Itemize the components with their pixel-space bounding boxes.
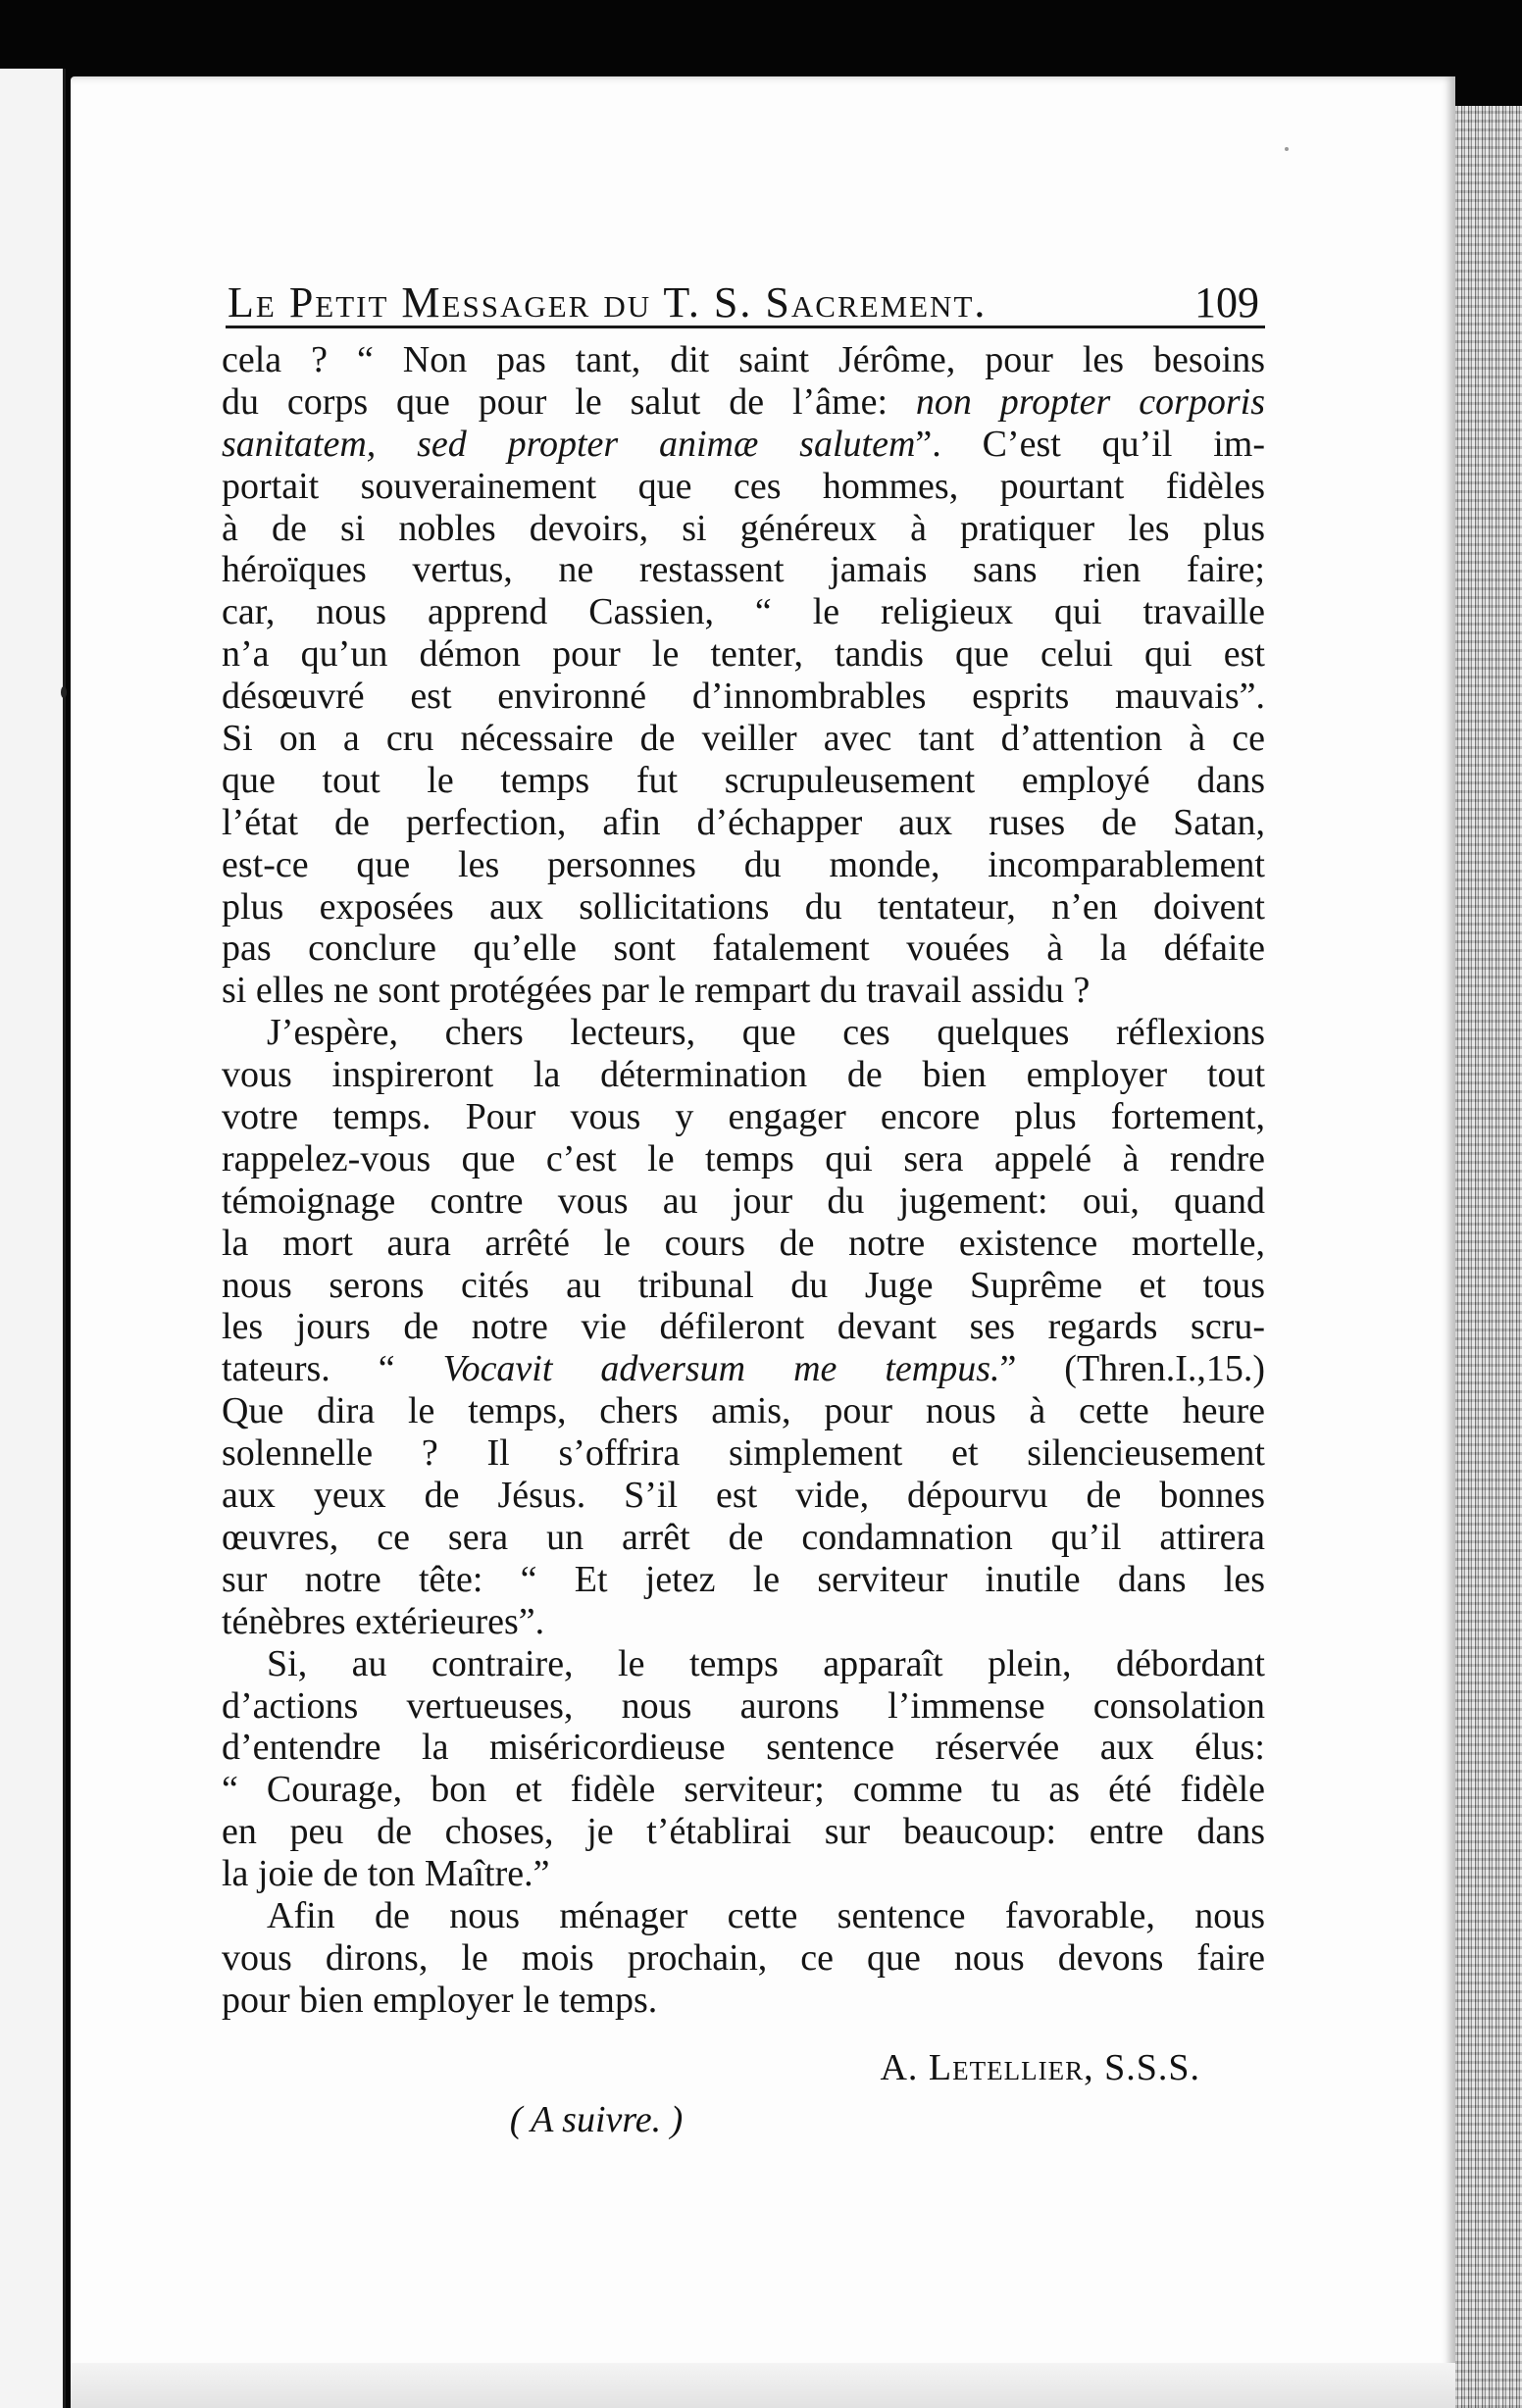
header-rule (226, 326, 1265, 328)
text-line: J’espère, chers lecteurs, que ces quelques réflexions (267, 1012, 1265, 1054)
text-line: d’entendre la miséricordieuse sentence réservée aux élus: (222, 1727, 1265, 1769)
text-line: pas conclure qu’elle sont fatalement vouées à la défaite (222, 928, 1265, 970)
page-stack-edge (1455, 106, 1522, 2408)
signature: A. Letellier, S.S.S. (880, 2047, 1200, 2088)
header-title: Le Petit Messager du T. S. Sacrement. (228, 278, 988, 326)
text-line: sanitatem, sed propter animæ salutem”. C’est qu’il im- (222, 423, 1265, 465)
page-bottom (71, 2363, 1455, 2408)
text-line: l’état de perfection, afin d’échapper aux ruses de Satan, (222, 801, 1265, 843)
margin-speck (1285, 147, 1289, 151)
text-line: ténèbres extérieures”. (222, 1600, 545, 1642)
text-line: la joie de ton Maître.” (222, 1853, 550, 1895)
text-line: Si on a cru nécessaire de veiller avec tant d’attention à ce (222, 718, 1265, 760)
latin-quote: sanitatem, sed propter animæ salutem (222, 423, 916, 465)
text-line: la mort aura arrêté le cours de notre existence mortelle, (222, 1222, 1265, 1264)
text-line: “ Courage, bon et fidèle serviteur; comme tu as été fidèle (222, 1769, 1265, 1811)
text-line: œuvres, ce sera un arrêt de condamnation qu’il attirera (222, 1516, 1265, 1558)
text-line: héroïques vertus, ne restassent jamais sans rien faire; (222, 549, 1265, 591)
text-line: solennelle ? Il s’offrira simplement et silencieusement (222, 1432, 1265, 1475)
text-line: aux yeux de Jésus. S’il est vide, dépourvu de bonnes (222, 1475, 1265, 1517)
text-line: votre temps. Pour vous y engager encore plus fortement, (222, 1096, 1265, 1138)
text-line: plus exposées aux sollicitations du tentateur, n’en doivent (222, 885, 1265, 928)
text-line: témoignage contre vous au jour du jugement: oui, quand (222, 1179, 1265, 1222)
text-line: Que dira le temps, chers amis, pour nous à cette heure (222, 1390, 1265, 1432)
text-line: sur notre tête: “ Et jetez le serviteur inutile dans les (222, 1558, 1265, 1600)
text-line: portait souverainement que ces hommes, pourtant fidèles (222, 465, 1265, 507)
text-line: n’a qu’un démon pour le tenter, tandis que celui qui est (222, 633, 1265, 676)
latin-quote: non propter corporis (915, 380, 1265, 423)
continuation-note: ( A suivre. ) (509, 2099, 684, 2140)
text-line: nous serons cités au tribunal du Juge Suprême et tous (222, 1264, 1265, 1306)
text-line: car, nous apprend Cassien, “ le religieux qui travaille (222, 591, 1265, 633)
running-header (228, 259, 1259, 327)
article-body (222, 339, 1265, 2022)
text-line: en peu de choses, je t’établirai sur beaucoup: entre dans (222, 1811, 1265, 1853)
text-line: du corps que pour le salut de l’âme: non propter corporis (222, 380, 1265, 423)
text-line: d’actions vertueuses, nous aurons l’immense consolation (222, 1684, 1265, 1727)
text-line: si elles ne sont protégées par le rempart du travail assidu ? (222, 970, 1091, 1012)
text-line: pour bien employer le temps. (222, 1979, 658, 2021)
page-number: 109 (1194, 278, 1259, 326)
text-line: vous inspireront la détermination de bien employer tout (222, 1054, 1265, 1096)
margin-speck (61, 686, 67, 698)
text-line: rappelez-vous que c’est le temps qui sera appelé à rendre (222, 1137, 1265, 1179)
text-line: désœuvré est environné d’innombrables esprits mauvais”. (222, 676, 1265, 718)
text-line: Afin de nous ménager cette sentence favorable, nous (267, 1894, 1265, 1936)
left-page-edge (0, 69, 66, 2408)
text-line: à de si nobles devoirs, si généreux à pratiquer les plus (222, 507, 1265, 549)
text-line: Si, au contraire, le temps apparaît plein, débordant (267, 1642, 1265, 1684)
text-line: les jours de notre vie défileront devant ses regards scru- (222, 1306, 1265, 1348)
text-line: vous dirons, le mois prochain, ce que nous devons faire (222, 1936, 1265, 1979)
text-line: cela ? “ Non pas tant, dit saint Jérôme, pour les besoins (222, 339, 1265, 380)
text-line: que tout le temps fut scrupuleusement employé dans (222, 759, 1265, 801)
text-line: est-ce que les personnes du monde, incomparablement (222, 843, 1265, 885)
latin-quote: Vocavit adversum me tempus. (442, 1348, 1000, 1390)
text-line: tateurs. “ Vocavit adversum me tempus.” (Thren.I.,15.) (222, 1348, 1265, 1390)
